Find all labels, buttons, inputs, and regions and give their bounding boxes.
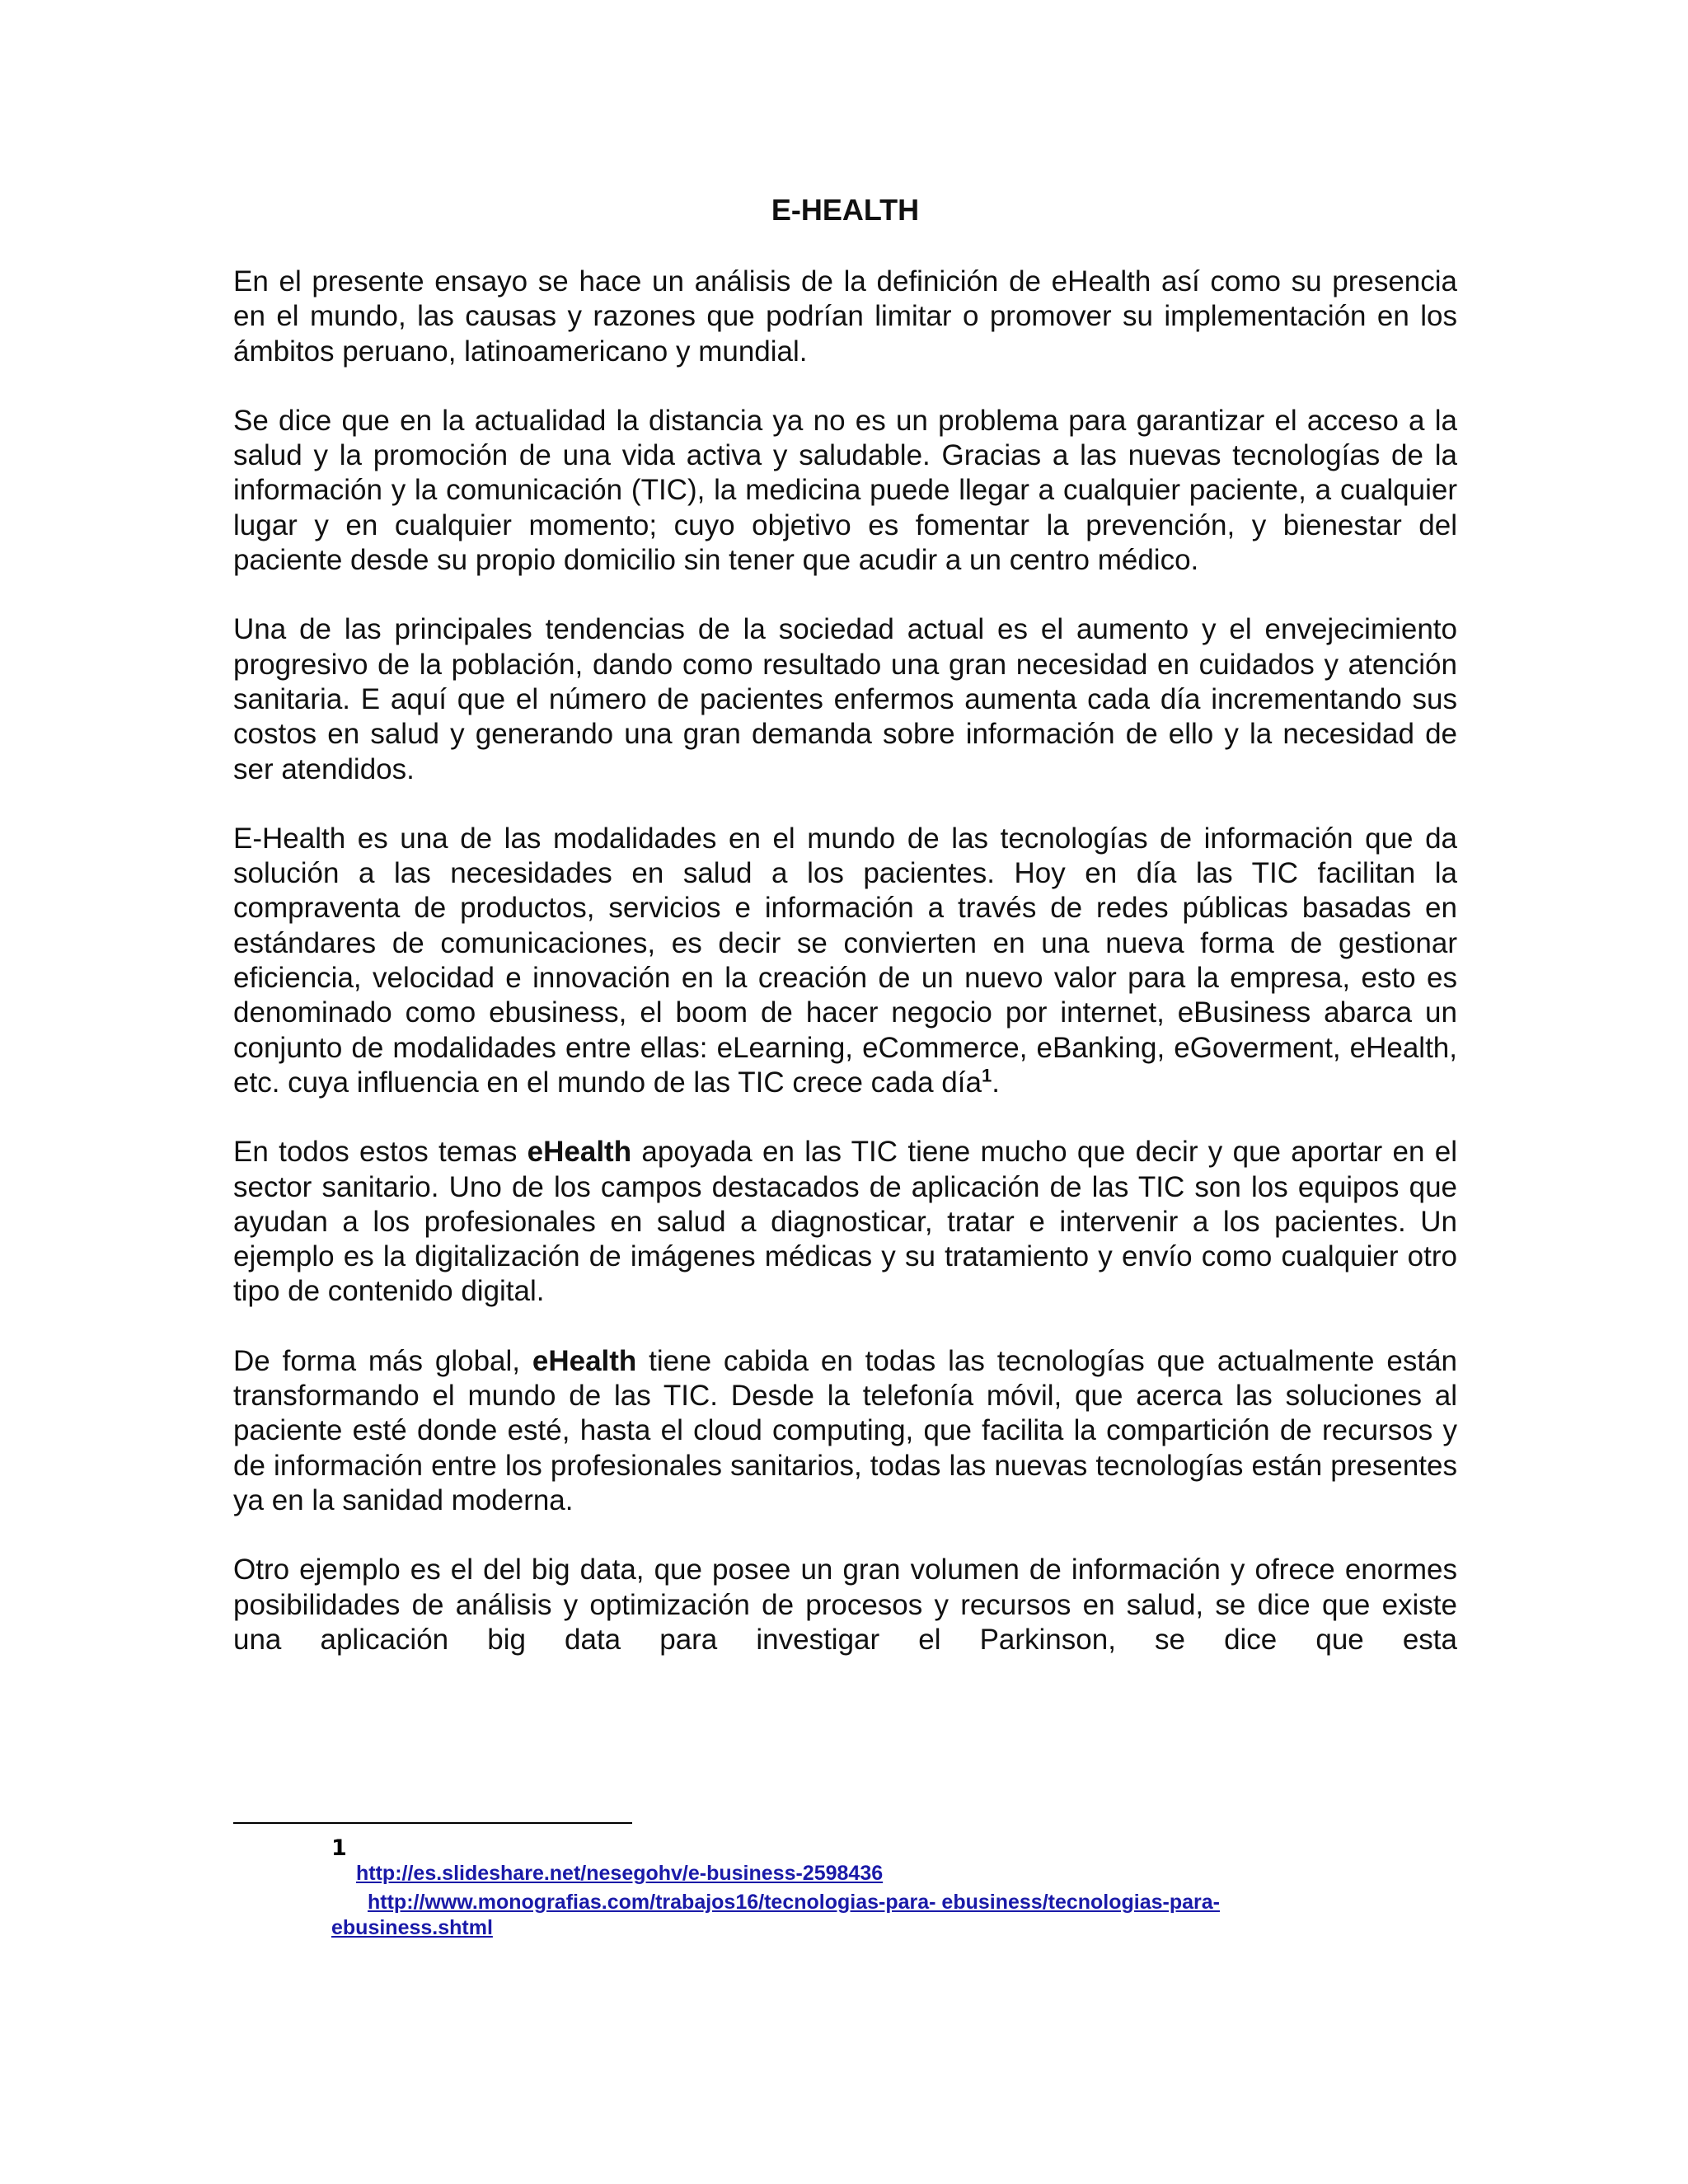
- document-body: [233, 265, 1457, 1657]
- paragraph-intro: En el presente ensayo se hace un análisis de la definición de eHealth así como su presencia en el mundo, las causas y razones que podrían limitar o promover su implementación en los ámbitos peruano, latinoamericano y mundial.: [233, 265, 1457, 368]
- paragraph-distance: Se dice que en la actualidad la distancia ya no es un problema para garantizar el acceso a la salud y la promoción de una vida activa y saludable. Gracias a las nuevas tecnologías de la información y la comunicación (TIC), la medicina puede llegar a cualquier paciente, a cualquier lugar y en cualquier momento; cuyo objetivo es fomentar la prevención, y bienestar del paciente desde su propio domicilio sin tener que acudir a un centro médico.: [233, 404, 1457, 577]
- paragraph-sector-after: apoyada en las TIC tiene mucho que decir y que aportar en el sector sanitario. Uno de los campos destacados de aplicación de las TIC son los equipos que ayudan a los profesionales en salud a diagnosticar, tratar e intervenir a los pacientes. Un ejemplo es la digitalización de imágenes médicas y su tratamiento y envío como cualquier otro tipo de contenido digital.: [233, 1136, 1457, 1308]
- footnote-reference[interactable]: 1: [981, 1065, 992, 1086]
- paragraph-global: [233, 1344, 1457, 1518]
- footnote-link-slideshare[interactable]: http://es.slideshare.net/nesegohv/e-business-2598436: [356, 1862, 884, 1885]
- paragraph-sector: [233, 1135, 1457, 1309]
- paragraph-aging: Una de las principales tendencias de la sociedad actual es el aumento y el envejecimiento progresivo de la población, dando como resultado una gran necesidad en cuidados y atención sanitaria. E aquí que el número de pacientes enfermos aumenta cada día incrementando sus costos en salud y generando una gran demanda sobre información de ello y la necesidad de ser atendidos.: [233, 613, 1457, 785]
- footnote-link-monografias[interactable]: http://www.monografias.com/trabajos16/tecnologias-para- ebusiness/tecnologias-para-ebusiness.shtml: [331, 1891, 1221, 1939]
- document-title: E-HEALTH: [771, 193, 920, 227]
- paragraph-ehealth-definition: [233, 822, 1457, 1100]
- paragraph-sector-before: En todos estos temas: [233, 1136, 528, 1169]
- paragraph-global-bold: eHealth: [532, 1344, 637, 1377]
- paragraph-ehealth-text: E-Health es una de las modalidades en el mundo de las tecnologías de información que da solución a las necesidades en salud a los pacientes. Hoy en día las TIC facilitan la compraventa de productos, servicios e información a través de redes públicas basadas en estándares de comunicaciones, es decir se convierten en una nueva forma de gestionar eficiencia, velocidad e innovación en la creación de un nuevo valor para la empresa, esto es denominado como ebusiness, el boom de hacer negocio por internet, eBusiness abarca un conjunto de modalidades entre ellas: eLearning, eCommerce, eBanking, eGoverment, eHealth, etc. cuya influencia en el mundo de las TIC crece cada día: [233, 822, 1457, 1099]
- footnote-number: 1: [331, 1835, 347, 1861]
- paragraph-big-data: Otro ejemplo es el del big data, que posee un gran volumen de información y ofrece enormes posibilidades de análisis y optimización de procesos y recursos en salud, se dice que existe una aplicación big data para investigar el Parkinson, se dice que esta: [233, 1554, 1457, 1656]
- paragraph-global-before: De forma más global,: [233, 1344, 532, 1377]
- footnote-separator: [233, 1822, 632, 1824]
- footnote: [331, 1836, 1320, 1941]
- paragraph-global-after: tiene cabida en todas las tecnologías que actualmente están transformando el mundo de las TIC. Desde la telefonía móvil, que acerca las soluciones al paciente esté donde esté, hasta el cloud computing, que facilita la compartición de recursos y de información entre los profesionales sanitarios, todas las nuevas tecnologías están presentes ya en la sanidad moderna.: [233, 1344, 1457, 1516]
- paragraph-sector-bold: eHealth: [527, 1136, 632, 1169]
- paragraph-ehealth-tail: .: [992, 1066, 1000, 1099]
